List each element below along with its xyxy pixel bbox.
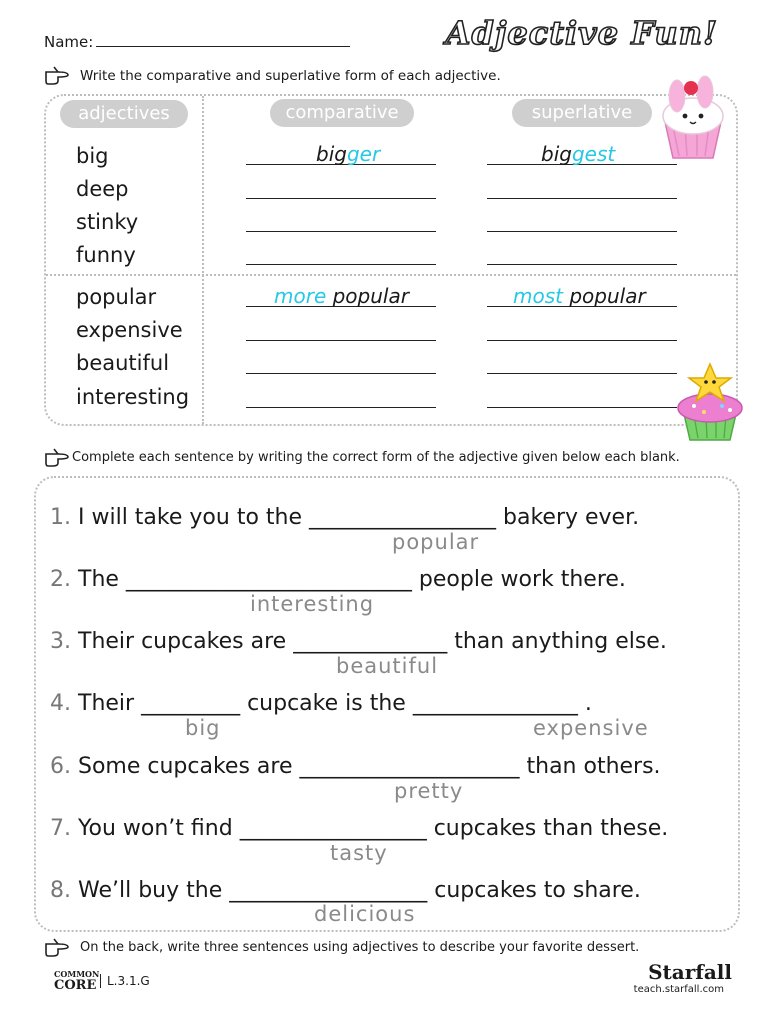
name-line[interactable] bbox=[96, 46, 350, 47]
common-core-logo bbox=[54, 968, 99, 992]
adjective-hint: big bbox=[185, 716, 221, 740]
sentence-4 bbox=[50, 691, 592, 716]
sentence-6 bbox=[50, 754, 661, 779]
comparative-blank[interactable] bbox=[246, 207, 436, 232]
adjective-hint: delicious bbox=[314, 902, 416, 926]
pointing-hand-icon bbox=[44, 446, 70, 468]
answer-blank[interactable]: __________________ bbox=[229, 878, 428, 903]
sentence-1 bbox=[50, 505, 639, 530]
example-answer bbox=[316, 142, 380, 166]
sentence-text: people work there. bbox=[418, 567, 626, 592]
comparative-blank[interactable] bbox=[246, 240, 436, 265]
sentence-text: I will take you to the bbox=[78, 505, 302, 530]
sentence-8 bbox=[50, 878, 641, 903]
comparative-blank[interactable] bbox=[246, 140, 436, 165]
superlative-blank[interactable] bbox=[487, 240, 677, 265]
adjective-hint: tasty bbox=[330, 841, 388, 865]
sentence-text: cupcakes than these. bbox=[433, 816, 669, 841]
answer-blank[interactable]: _________ bbox=[141, 691, 241, 716]
answer-blank[interactable]: _________________ bbox=[309, 505, 496, 530]
example-suffix: ger bbox=[346, 142, 381, 166]
pointing-hand-icon bbox=[44, 936, 70, 958]
sentence-number: 1. bbox=[50, 505, 71, 530]
sentence-text: than anything else. bbox=[454, 629, 667, 654]
sentence-text: than others. bbox=[526, 754, 661, 779]
adjective-hint: beautiful bbox=[336, 654, 439, 678]
example-base: big bbox=[541, 142, 572, 166]
answer-blank[interactable]: __________________________ bbox=[125, 567, 412, 592]
section2-instruction: Complete each sentence by writing the correct form of the adjective given below each blank. bbox=[72, 450, 680, 465]
sentence-text: Their bbox=[78, 691, 135, 716]
superlative-blank[interactable] bbox=[487, 383, 677, 408]
adjective-hint: pretty bbox=[394, 779, 464, 803]
comparative-blank[interactable] bbox=[246, 174, 436, 199]
common-core-top: COMMON bbox=[54, 969, 100, 979]
standard-code: L.3.1.G bbox=[100, 974, 150, 988]
example-base: big bbox=[316, 142, 347, 166]
starfall-url: teach.starfall.com bbox=[633, 984, 724, 995]
adjective-word: expensive bbox=[76, 318, 183, 342]
example-answer bbox=[274, 284, 409, 308]
page-title: Adjective Fun! bbox=[445, 14, 718, 52]
comparative-blank[interactable] bbox=[246, 282, 436, 307]
column-divider bbox=[202, 96, 204, 424]
sentence-text: Some cupcakes are bbox=[78, 754, 293, 779]
adjective-word: beautiful bbox=[76, 351, 170, 375]
starfall-logo: Starfall bbox=[648, 960, 732, 984]
sentence-number: 2. bbox=[50, 567, 71, 592]
superlative-blank[interactable] bbox=[487, 316, 677, 341]
sentence-number: 7. bbox=[50, 816, 71, 841]
sentence-text: bakery ever. bbox=[503, 505, 640, 530]
section1-instruction: Write the comparative and superlative form of each adjective. bbox=[80, 68, 501, 84]
group-divider bbox=[46, 274, 736, 276]
example-prefix: more bbox=[274, 284, 327, 308]
pointing-hand-icon bbox=[44, 64, 70, 86]
header-adjectives: adjectives bbox=[60, 100, 188, 128]
cupcake-star-icon bbox=[674, 360, 746, 442]
sentence-text: . bbox=[584, 691, 592, 716]
adjective-word: deep bbox=[76, 177, 129, 201]
superlative-blank[interactable] bbox=[487, 174, 677, 199]
common-core-bottom: CORE bbox=[54, 978, 97, 993]
adjective-hint: expensive bbox=[533, 716, 649, 740]
sentence-text: cupcakes to share. bbox=[434, 878, 641, 903]
comparative-blank[interactable] bbox=[246, 383, 436, 408]
header-superlative: superlative bbox=[512, 99, 652, 127]
comparative-blank[interactable] bbox=[246, 349, 436, 374]
sentence-text: We’ll buy the bbox=[78, 878, 223, 903]
example-answer bbox=[541, 142, 615, 166]
section3-instruction: On the back, write three sentences using adjectives to describe your favorite dessert. bbox=[80, 940, 640, 955]
adjective-word: stinky bbox=[76, 210, 139, 234]
sentence-number: 8. bbox=[50, 878, 71, 903]
sentence-text: The bbox=[78, 567, 119, 592]
example-prefix: most bbox=[513, 284, 563, 308]
sentence-7 bbox=[50, 816, 668, 841]
sentence-text: cupcake is the bbox=[247, 691, 406, 716]
adjective-word: big bbox=[76, 144, 109, 168]
sentence-number: 3. bbox=[50, 629, 71, 654]
sentence-3 bbox=[50, 629, 667, 654]
example-word: popular bbox=[569, 284, 646, 308]
sentence-number: 6. bbox=[50, 754, 71, 779]
adjective-hint: interesting bbox=[250, 592, 375, 616]
superlative-blank[interactable] bbox=[487, 140, 677, 165]
example-suffix: gest bbox=[571, 142, 616, 166]
superlative-blank[interactable] bbox=[487, 282, 677, 307]
adjective-word: funny bbox=[76, 243, 136, 267]
example-answer bbox=[513, 284, 646, 308]
header-comparative: comparative bbox=[270, 99, 414, 127]
sentence-2 bbox=[50, 567, 626, 592]
name-label: Name: bbox=[44, 33, 94, 51]
answer-blank[interactable]: ____________________ bbox=[299, 754, 520, 779]
sentence-number: 4. bbox=[50, 691, 71, 716]
adjective-word: popular bbox=[76, 285, 157, 309]
adjective-word: interesting bbox=[76, 385, 190, 409]
superlative-blank[interactable] bbox=[487, 349, 677, 374]
example-word: popular bbox=[332, 284, 409, 308]
sentence-text: Their cupcakes are bbox=[78, 629, 287, 654]
adjective-hint: popular bbox=[392, 530, 480, 554]
answer-blank[interactable]: ______________ bbox=[293, 629, 448, 654]
comparative-blank[interactable] bbox=[246, 316, 436, 341]
answer-blank[interactable]: _________________ bbox=[239, 816, 427, 841]
sentence-text: You won’t find bbox=[78, 816, 233, 841]
superlative-blank[interactable] bbox=[487, 207, 677, 232]
answer-blank[interactable]: _______________ bbox=[412, 691, 578, 716]
